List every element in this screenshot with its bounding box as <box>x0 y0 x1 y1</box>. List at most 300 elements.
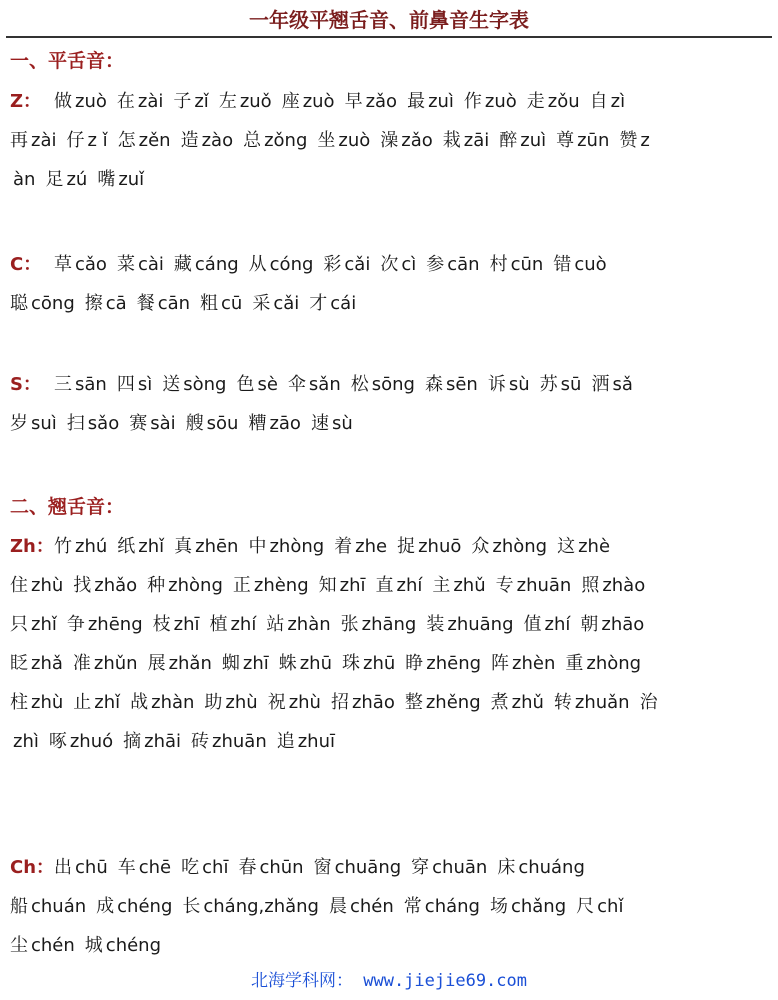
hanzi: 这 <box>557 536 576 557</box>
pinyin-line <box>10 284 772 323</box>
character-entry <box>49 722 113 761</box>
character-entry <box>380 245 416 284</box>
hanzi: 张 <box>340 614 359 635</box>
hanzi: 菜 <box>116 254 135 275</box>
pinyin: sì <box>137 374 153 395</box>
character-entry <box>342 644 395 683</box>
pinyin-line <box>10 121 772 160</box>
hanzi: 晨 <box>329 896 347 917</box>
pinyin: zhàn <box>287 614 331 635</box>
pinyin: zhì <box>13 731 39 752</box>
pinyin: chē <box>138 857 172 878</box>
character-entry <box>640 683 658 722</box>
character-entry <box>426 605 513 644</box>
pinyin-line <box>10 160 772 199</box>
pinyin: zhǐ <box>94 692 121 713</box>
character-entry <box>10 566 63 605</box>
hanzi: 着 <box>334 536 353 557</box>
character-entry <box>10 926 75 965</box>
hanzi: 尊 <box>556 130 575 151</box>
character-entry <box>236 365 277 404</box>
character-entry <box>376 566 423 605</box>
pinyin: cōng <box>31 293 75 314</box>
character-entry <box>553 245 606 284</box>
character-entry <box>277 722 335 761</box>
hanzi: 真 <box>174 536 193 557</box>
character-entry <box>238 848 303 887</box>
pinyin: zhuī <box>297 731 335 752</box>
hanzi: 总 <box>243 130 262 151</box>
pinyin: zhǔ <box>511 692 544 713</box>
pinyin: zhù <box>31 575 64 596</box>
character-entry <box>118 121 171 160</box>
character-entry <box>565 644 641 683</box>
character-entry <box>425 365 478 404</box>
hanzi: 苏 <box>539 374 558 395</box>
pinyin-line <box>10 722 772 761</box>
character-entry <box>329 887 394 926</box>
pinyin: zhī <box>242 653 269 674</box>
character-entry <box>443 121 489 160</box>
character-entry <box>248 404 301 443</box>
pinyin: zuò <box>484 91 517 112</box>
hanzi: 怎 <box>117 130 136 151</box>
pinyin: zuǒ <box>239 91 272 112</box>
hanzi: 左 <box>218 91 237 112</box>
pinyin: zhuān <box>516 575 572 596</box>
hanzi: 造 <box>180 130 199 151</box>
group-c <box>10 245 772 323</box>
pinyin: chǎng <box>510 896 567 917</box>
hanzi: 采 <box>252 293 271 314</box>
hanzi: 砖 <box>191 731 210 752</box>
character-entry <box>67 605 143 644</box>
pinyin: zhí <box>544 614 571 635</box>
pinyin: sǎo <box>87 413 120 434</box>
pinyin: cǎo <box>75 254 107 275</box>
hanzi: 彩 <box>323 254 342 275</box>
hanzi: 竹 <box>54 536 72 557</box>
character-entry <box>153 605 200 644</box>
hanzi: 睁 <box>405 653 424 674</box>
character-entry <box>266 605 330 644</box>
hanzi: 尺 <box>576 896 595 917</box>
character-entry <box>576 887 623 926</box>
character-entry <box>10 683 63 722</box>
pinyin: sēn <box>445 374 478 395</box>
character-entry <box>191 722 267 761</box>
character-entry <box>249 245 314 284</box>
pinyin: cáng <box>194 254 239 275</box>
hanzi: 出 <box>54 857 73 878</box>
pinyin: zhuān <box>212 731 267 752</box>
hanzi: 众 <box>471 536 490 557</box>
pinyin-line <box>10 605 772 644</box>
character-entry <box>117 365 152 404</box>
hanzi: 装 <box>426 614 445 635</box>
character-entry <box>162 365 226 404</box>
hanzi: 诉 <box>487 374 506 395</box>
pinyin: zāi <box>463 130 490 151</box>
hanzi: 醉 <box>499 130 518 151</box>
pinyin: chéng <box>105 935 162 956</box>
character-entry <box>181 848 228 887</box>
initial-letter-label: S： <box>10 374 41 395</box>
pinyin-line <box>10 82 772 121</box>
character-entry <box>471 527 547 566</box>
pinyin: zhòng <box>586 653 642 674</box>
pinyin: cǎi <box>273 293 300 314</box>
hanzi: 场 <box>489 896 508 917</box>
hanzi: 座 <box>281 91 300 112</box>
hanzi: 早 <box>344 91 363 112</box>
hanzi: 眨 <box>10 653 28 674</box>
pinyin: cóng <box>269 254 314 275</box>
character-entry <box>117 245 164 284</box>
group-ch <box>10 848 772 965</box>
character-entry <box>96 887 172 926</box>
pinyin: chuān <box>432 857 488 878</box>
pinyin: zhú <box>75 536 108 557</box>
pinyin: zūn <box>577 130 610 151</box>
pinyin: zhǔ <box>453 575 486 596</box>
hanzi: 直 <box>375 575 394 596</box>
pinyin-line <box>10 527 772 566</box>
pinyin: cān <box>447 254 480 275</box>
character-entry <box>219 82 272 121</box>
hanzi: 聪 <box>10 293 28 314</box>
hanzi: 吃 <box>181 857 200 878</box>
pinyin: cuò <box>574 254 607 275</box>
character-entry <box>10 284 75 323</box>
hanzi: 扫 <box>66 413 85 434</box>
pinyin: zhī <box>339 575 366 596</box>
hanzi: 植 <box>209 614 228 635</box>
pinyin: cì <box>401 254 417 275</box>
hanzi: 送 <box>162 374 181 395</box>
pinyin: zǒng <box>264 130 308 151</box>
hanzi: 松 <box>350 374 369 395</box>
hanzi: 中 <box>248 536 267 557</box>
character-entry <box>117 82 163 121</box>
pinyin: sǎn <box>308 374 341 395</box>
hanzi: 祝 <box>267 692 286 713</box>
character-entry <box>580 605 644 644</box>
character-entry <box>581 566 645 605</box>
hanzi: 村 <box>489 254 508 275</box>
character-entry <box>45 160 87 199</box>
character-entry <box>279 644 332 683</box>
hanzi: 阵 <box>491 653 510 674</box>
character-entry <box>85 284 127 323</box>
hanzi: 找 <box>73 575 92 596</box>
hanzi: 知 <box>318 575 337 596</box>
hanzi: 仔 <box>66 130 85 151</box>
pinyin: cǎi <box>344 254 371 275</box>
character-entry <box>123 722 181 761</box>
hanzi: 治 <box>639 692 658 713</box>
pinyin: chǐ <box>597 896 624 917</box>
pinyin: cái <box>330 293 357 314</box>
initial-letter-label: Z： <box>10 91 42 112</box>
hanzi: 足 <box>45 169 64 190</box>
character-entry <box>341 605 417 644</box>
character-entry <box>311 404 353 443</box>
character-entry <box>174 527 238 566</box>
hanzi: 走 <box>526 91 545 112</box>
pinyin: zú <box>66 169 88 190</box>
hanzi: 柱 <box>10 692 28 713</box>
pinyin: cū <box>221 293 243 314</box>
character-entry <box>182 887 319 926</box>
pinyin: zhǎn <box>168 653 212 674</box>
pinyin: zǒu <box>547 91 580 112</box>
pinyin: sōng <box>371 374 415 395</box>
pinyin-line <box>10 683 772 722</box>
character-entry <box>248 527 324 566</box>
character-entry <box>527 82 580 121</box>
character-entry <box>204 683 257 722</box>
pinyin: cài <box>137 254 164 275</box>
pinyin: chūn <box>259 857 304 878</box>
pinyin: zhào <box>602 575 646 596</box>
pinyin: zuò <box>302 91 335 112</box>
hanzi: 追 <box>276 731 295 752</box>
pinyin: cān <box>157 293 191 314</box>
pinyin: zuì <box>520 130 547 151</box>
initial-letter-label: Ch： <box>10 857 55 878</box>
pinyin: zhū <box>363 653 396 674</box>
page-title: 一年级平翘舌音、前鼻音生字表 <box>249 8 529 32</box>
pinyin: zhāo <box>601 614 645 635</box>
character-entry <box>243 121 307 160</box>
hanzi: 准 <box>72 653 91 674</box>
character-entry <box>97 160 144 199</box>
hanzi: 坐 <box>317 130 336 151</box>
hanzi: 做 <box>54 91 72 112</box>
character-entry <box>174 245 239 284</box>
character-entry <box>497 848 585 887</box>
character-entry <box>200 284 242 323</box>
pinyin: sǎ <box>612 374 633 395</box>
character-entry <box>186 404 239 443</box>
hanzi: 整 <box>404 692 423 713</box>
pinyin: zhāo <box>351 692 395 713</box>
character-entry <box>10 121 56 160</box>
hanzi: 参 <box>426 254 445 275</box>
pinyin: zhēng <box>87 614 143 635</box>
hanzi: 枝 <box>152 614 171 635</box>
hanzi: 蜘 <box>221 653 240 674</box>
character-entry <box>524 605 571 644</box>
character-entry <box>491 644 555 683</box>
group-s <box>10 365 772 443</box>
hanzi: 止 <box>73 692 92 713</box>
hanzi: 照 <box>581 575 600 596</box>
character-entry <box>411 848 487 887</box>
hanzi: 餐 <box>136 293 155 314</box>
hanzi: 藏 <box>173 254 192 275</box>
pinyin: zhǎ <box>31 653 63 674</box>
hanzi: 澡 <box>380 130 399 151</box>
hanzi: 啄 <box>48 731 67 752</box>
character-entry <box>323 245 370 284</box>
pinyin: zhēng <box>426 653 482 674</box>
hanzi: 艘 <box>185 413 204 434</box>
character-entry <box>496 566 572 605</box>
pinyin: cūn <box>510 254 544 275</box>
pinyin: sài <box>150 413 176 434</box>
hanzi: 只 <box>10 614 28 635</box>
character-entry <box>557 527 610 566</box>
hanzi: 招 <box>330 692 349 713</box>
character-entry <box>222 644 269 683</box>
pinyin: sòng <box>183 374 227 395</box>
character-entry <box>10 605 57 644</box>
hanzi: 种 <box>147 575 166 596</box>
pinyin-line <box>10 365 772 404</box>
pinyin: zhù <box>225 692 258 713</box>
character-entry <box>331 683 395 722</box>
section-heading-flat-tongue: 一、平舌音： <box>10 50 125 72</box>
hanzi: 赛 <box>129 413 148 434</box>
pinyin: cháng,zhǎng <box>203 896 319 917</box>
hanzi: 色 <box>236 374 255 395</box>
hanzi: 主 <box>432 575 451 596</box>
character-entry <box>490 887 566 926</box>
hanzi: 次 <box>380 254 399 275</box>
character-entry <box>147 566 223 605</box>
character-entry <box>397 527 461 566</box>
pinyin: z <box>640 130 650 151</box>
pinyin: zhòng <box>269 536 325 557</box>
hanzi: 战 <box>130 692 149 713</box>
pinyin: zhuō <box>418 536 462 557</box>
character-entry <box>67 404 119 443</box>
hanzi: 捉 <box>397 536 416 557</box>
hanzi: 重 <box>565 653 584 674</box>
character-entry <box>181 121 234 160</box>
pinyin: chuán <box>31 896 87 917</box>
character-entry <box>10 722 39 761</box>
character-entry <box>66 121 107 160</box>
character-entry <box>426 245 479 284</box>
character-entry <box>10 887 86 926</box>
pinyin: sù <box>331 413 353 434</box>
hanzi: 岁 <box>10 413 28 434</box>
pinyin: zhè <box>578 536 611 557</box>
pinyin: zài <box>137 91 164 112</box>
hanzi: 长 <box>182 896 201 917</box>
character-entry <box>252 284 299 323</box>
character-entry <box>73 683 120 722</box>
hanzi: 从 <box>248 254 267 275</box>
pinyin: zì <box>610 91 626 112</box>
hanzi: 成 <box>96 896 115 917</box>
hanzi: 最 <box>407 91 426 112</box>
character-entry <box>590 82 625 121</box>
character-entry <box>288 365 341 404</box>
pinyin: sù <box>508 374 530 395</box>
pinyin: zhǎo <box>94 575 138 596</box>
character-entry <box>268 683 321 722</box>
pinyin: zěn <box>138 130 171 151</box>
character-entry <box>319 566 366 605</box>
hanzi: 才 <box>309 293 328 314</box>
hanzi: 煮 <box>490 692 509 713</box>
hanzi: 嘴 <box>97 169 116 190</box>
character-entry <box>432 566 485 605</box>
pinyin: zuò <box>75 91 107 112</box>
character-entry <box>540 365 582 404</box>
pinyin-line <box>10 926 772 965</box>
pinyin: chuáng <box>518 857 585 878</box>
footer-site-credit: 北海学科网： www.jiejie69.com <box>251 971 527 991</box>
pinyin: chuāng <box>334 857 402 878</box>
character-entry <box>405 644 481 683</box>
pinyin: zhe <box>355 536 388 557</box>
hanzi: 争 <box>66 614 85 635</box>
pinyin: zuì <box>428 91 454 112</box>
hanzi: 纸 <box>117 536 136 557</box>
pinyin: zhǐ <box>138 536 165 557</box>
pinyin: zài <box>31 130 57 151</box>
pinyin-line <box>10 848 772 887</box>
pinyin: zhèn <box>512 653 556 674</box>
character-entry <box>351 365 415 404</box>
hanzi: 子 <box>173 91 192 112</box>
character-entry <box>118 848 171 887</box>
character-entry <box>130 683 194 722</box>
pinyin-line <box>10 887 772 926</box>
hanzi: 展 <box>147 653 166 674</box>
pinyin: chén <box>31 935 75 956</box>
pinyin-line <box>10 644 772 683</box>
hanzi: 助 <box>204 692 223 713</box>
character-entry <box>407 82 454 121</box>
pinyin: chén <box>350 896 394 917</box>
pinyin: zǐ <box>194 91 209 112</box>
pinyin-line <box>10 566 772 605</box>
pinyin: zhí <box>230 614 257 635</box>
hanzi: 森 <box>424 374 443 395</box>
hanzi: 在 <box>116 91 135 112</box>
hanzi: 正 <box>232 575 251 596</box>
pinyin: zhòng <box>492 536 548 557</box>
pinyin: sān <box>75 374 107 395</box>
character-entry <box>54 527 107 566</box>
character-entry <box>499 121 546 160</box>
pinyin: chū <box>75 857 108 878</box>
pinyin: zhuó <box>69 731 114 752</box>
pinyin: zhuāng <box>447 614 514 635</box>
pinyin-line <box>10 404 772 443</box>
character-entry <box>54 82 107 121</box>
hanzi: 赞 <box>619 130 638 151</box>
hanzi: 站 <box>266 614 285 635</box>
character-entry <box>73 566 137 605</box>
hanzi: 转 <box>553 692 572 713</box>
hanzi: 栽 <box>442 130 461 151</box>
initial-letter-label: C： <box>10 254 42 275</box>
hanzi: 速 <box>310 413 329 434</box>
pinyin: zhù <box>288 692 321 713</box>
character-entry <box>380 121 433 160</box>
hanzi: 自 <box>589 91 608 112</box>
character-entry <box>173 82 208 121</box>
pinyin: zāo <box>269 413 301 434</box>
character-entry <box>317 121 370 160</box>
